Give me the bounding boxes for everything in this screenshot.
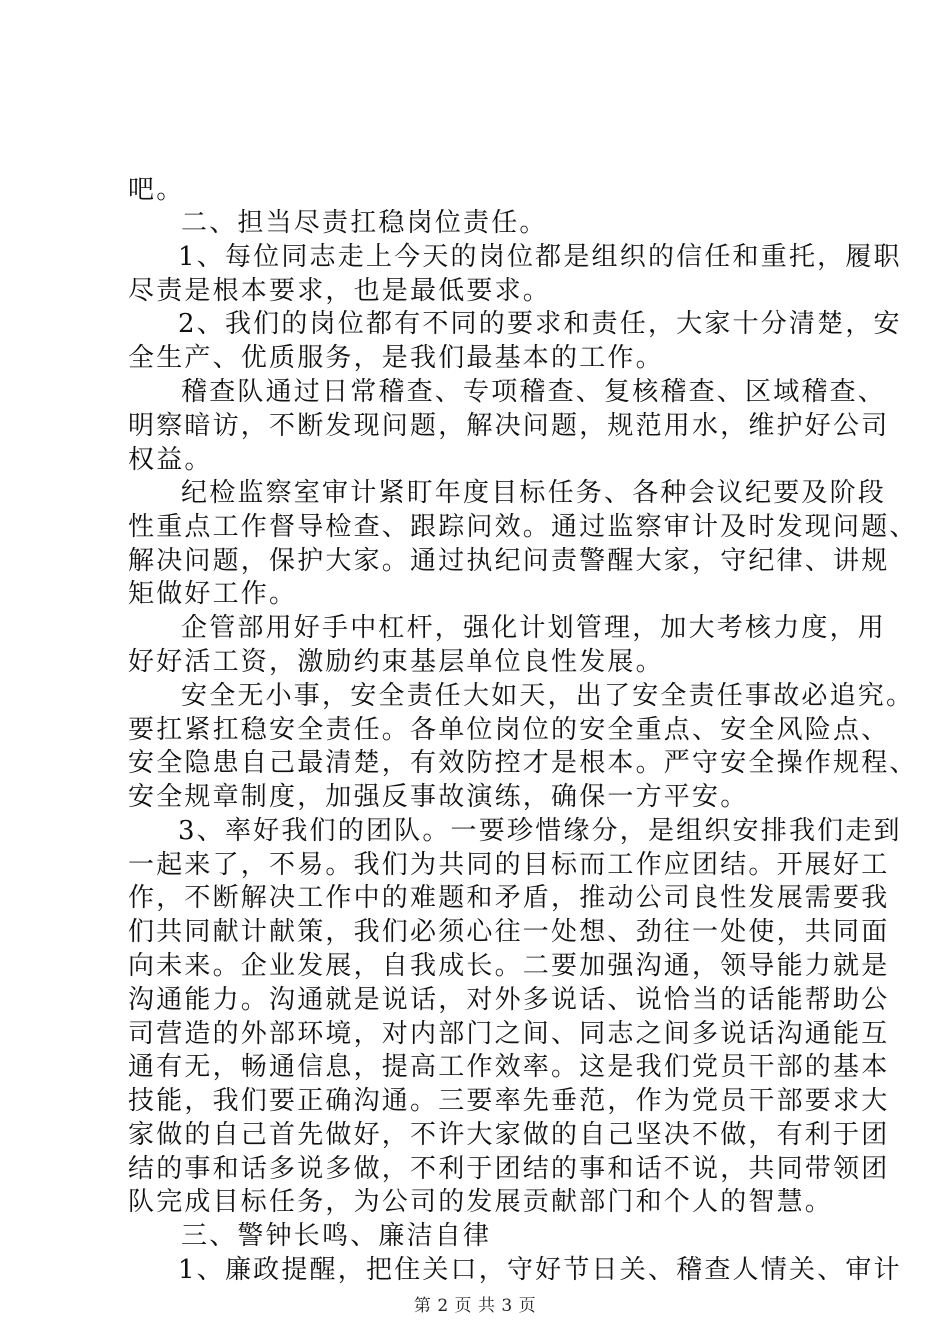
text-line: 纪检监察室审计紧盯年度目标任务、各种会议纪要及阶段 — [181, 478, 887, 508]
text-line: 向未来。企业发展，自我成长。二要加强沟通，领导能力就是 — [128, 951, 890, 981]
text-line: 解决问题，保护大家。通过执纪问责警醒大家，守纪律、讲规 — [128, 546, 890, 576]
text-line: 沟通能力。沟通就是说话，对外多说话、说恰当的话能帮助公 — [128, 985, 890, 1015]
text-line: 安全规章制度，加强反事故演练，确保一方平安。 — [128, 782, 749, 812]
text-line: 家做的自己首先做好，不许大家做的自己坚决不做，有利于团 — [128, 1120, 890, 1150]
text-line: 技能，我们要正确沟通。三要率先垂范，作为党员干部要求大 — [128, 1086, 890, 1116]
text-line: 们共同献计献策，我们必须心往一处想、劲往一处使，共同面 — [128, 917, 890, 947]
text-line: 结的事和话多说多做，不利于团结的事和话不说，共同带领团 — [128, 1154, 890, 1184]
text-line: 性重点工作督导检查、跟踪问效。通过监察审计及时发现问题、 — [128, 512, 918, 542]
text-line: 好好活工资，激励约束基层单位良性发展。 — [128, 647, 664, 677]
text-line: 司营造的外部环境，对内部门之间、同志之间多说话沟通能互 — [128, 1019, 890, 1049]
text-line: 稽查队通过日常稽查、专项稽查、复核稽查、区域稽查、 — [181, 377, 887, 407]
text-line: 全生产、优质服务，是我们最基本的工作。 — [128, 343, 664, 373]
text-line: 矩做好工作。 — [128, 579, 298, 609]
text-line: 明察暗访，不断发现问题，解决问题，规范用水，维护好公司 — [128, 411, 890, 441]
text-line: 安全无小事，安全责任大如天，出了安全责任事故必追究。 — [181, 681, 915, 711]
text-line: 权益。 — [128, 445, 213, 475]
text-line: 1、每位同志走上今天的岗位都是组织的信任和重托，履职 — [178, 242, 902, 272]
section-heading: 二、担当尽责扛稳岗位责任。 — [181, 208, 548, 238]
text-line: 2、我们的岗位都有不同的要求和责任，大家十分清楚，安 — [178, 309, 902, 339]
text-line: 作，不断解决工作中的难题和矛盾，推动公司良性发展需要我 — [128, 883, 890, 913]
text-line: 吧。 — [128, 175, 185, 205]
text-line: 尽责是根本要求，也是最低要求。 — [128, 276, 552, 306]
section-heading: 三、警钟长鸣、廉洁自律 — [181, 1221, 492, 1251]
text-line: 企管部用好手中杠杆，强化计划管理，加大考核力度，用 — [181, 613, 887, 643]
page-footer: 第 2 页 共 3 页 — [413, 1296, 537, 1316]
text-line: 要扛紧扛稳安全责任。各单位岗位的安全重点、安全风险点、 — [128, 715, 890, 745]
text-line: 1、廉政提醒，把住关口，守好节日关、稽查人情关、审计 — [178, 1255, 902, 1285]
text-line: 安全隐患自己最清楚，有效防控才是根本。严守安全操作规程、 — [128, 748, 918, 778]
text-line: 通有无，畅通信息，提高工作效率。这是我们党员干部的基本 — [128, 1052, 890, 1082]
text-line: 一起来了，不易。我们为共同的目标而工作应团结。开展好工 — [128, 850, 890, 880]
text-line: 3、率好我们的团队。一要珍惜缘分，是组织安排我们走到 — [178, 816, 902, 846]
text-line: 队完成目标任务，为公司的发展贡献部门和个人的智慧。 — [128, 1187, 834, 1217]
